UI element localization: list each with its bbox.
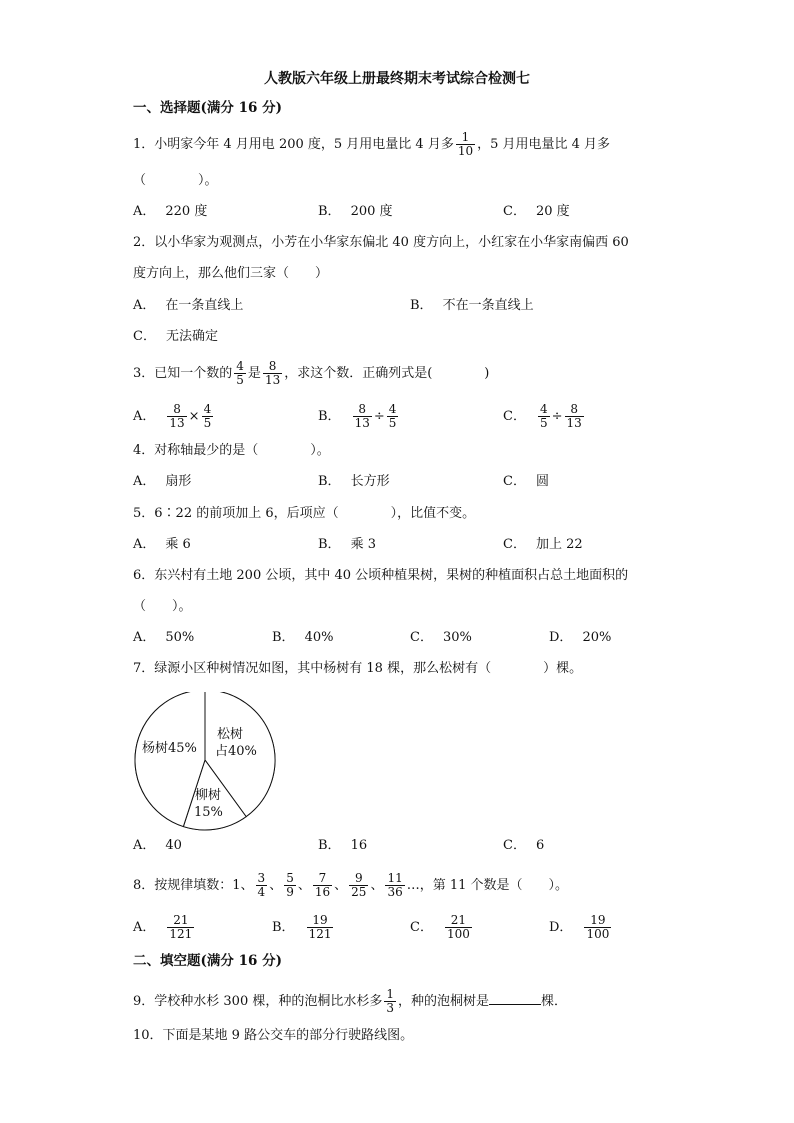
question-3: 3．已知一个数的 $\frac{4}{5}$ 是 $\frac{8}{13}$ ，求这个数．正确列式是( ) bbox=[133, 359, 490, 387]
q7-option-a[interactable]: A． 40 bbox=[133, 838, 182, 853]
sequence-fraction: $\frac{7}{16}$ bbox=[314, 871, 331, 899]
pie-slice-label: 柳树 bbox=[195, 788, 222, 803]
fraction: $\frac{4}{5}$ bbox=[388, 402, 397, 430]
q5-option-b[interactable]: B． 乘 3 bbox=[318, 537, 376, 552]
sequence-fraction: $\frac{3}{4}$ bbox=[257, 871, 266, 899]
fraction: $\frac{4}{5}$ bbox=[539, 402, 548, 430]
q2-option-b[interactable]: B． 不在一条直线上 bbox=[410, 298, 534, 313]
q7-option-c[interactable]: C． 6 bbox=[503, 838, 545, 853]
q2-option-a[interactable]: A． 在一条直线上 bbox=[133, 298, 244, 313]
q6-option-a[interactable]: A． 50% bbox=[133, 630, 195, 645]
question-5: 5．6∶22 的前项加上 6，后项应（ ），比值不变。 bbox=[133, 506, 476, 521]
q7-option-b[interactable]: B． 16 bbox=[318, 838, 368, 853]
pie-chart bbox=[131, 692, 281, 832]
sequence-fraction: $\frac{5}{9}$ bbox=[286, 871, 294, 899]
q8-option-a[interactable]: A． $\frac{21}{121}$ bbox=[133, 913, 193, 941]
q6-option-d[interactable]: D． 20% bbox=[549, 630, 612, 645]
pie-slice-label: 杨树45% bbox=[142, 741, 197, 756]
pie-slice-label: 占40% bbox=[215, 744, 257, 759]
q5-option-c[interactable]: C． 加上 22 bbox=[503, 537, 583, 552]
fraction: $\frac{21}{100}$ bbox=[446, 913, 470, 941]
q1-option-c[interactable]: C． 20 度 bbox=[503, 204, 570, 219]
q4-option-a[interactable]: A． 扇形 bbox=[133, 474, 192, 489]
sequence-fraction: $\frac{9}{25}$ bbox=[351, 871, 367, 899]
q8-option-c[interactable]: C． $\frac{21}{100}$ bbox=[410, 913, 470, 941]
question-4: 4．对称轴最少的是（ ）。 bbox=[133, 443, 330, 458]
section-heading-choice: 一、选择题(满分 16 分) bbox=[133, 100, 282, 116]
question-7: 7．绿源小区种树情况如图，其中杨树有 18 棵，那么松树有（ ）棵。 bbox=[133, 661, 583, 676]
q6-option-b[interactable]: B． 40% bbox=[272, 630, 334, 645]
question-6: 6．东兴村有土地 200 公顷，其中 40 公顷种植果树，果树的种植面积占总土地面积的 bbox=[133, 568, 629, 583]
question-6-cont: （ ）。 bbox=[133, 599, 192, 614]
fraction: $\frac{8}{13}$ bbox=[354, 402, 370, 430]
pie-slice-label: 15% bbox=[194, 805, 223, 820]
sequence-fraction: $\frac{11}{36}$ bbox=[387, 871, 403, 899]
pie-slice-label: 松树 bbox=[217, 727, 244, 742]
q5-option-a[interactable]: A． 乘 6 bbox=[133, 537, 191, 552]
question-10: 10．下面是某地 9 路公交车的部分行驶路线图。 bbox=[133, 1028, 414, 1043]
fraction: $\frac{8}{13}$ bbox=[169, 402, 185, 430]
fraction: $\frac{8}{13}$ bbox=[264, 359, 281, 387]
page-title: 人教版六年级上册最终期末考试综合检测七 bbox=[264, 71, 530, 87]
q3-option-b[interactable]: B． $\frac{8}{13}$ ÷ $\frac{4}{5}$ bbox=[318, 402, 397, 430]
q3-option-c[interactable]: C． $\frac{4}{5}$ ÷ $\frac{8}{13}$ bbox=[503, 402, 582, 430]
q1-option-b[interactable]: B． 200 度 bbox=[318, 204, 393, 219]
question-1-text: 1．小明家今年 4 月用电 200 度，5 月用电量比 4 月多 bbox=[133, 137, 454, 152]
fraction: $\frac{4}{5}$ bbox=[203, 402, 212, 430]
question-2: 2．以小华家为观测点，小芳在小华家东偏北 40 度方向上，小红家在小华家南偏西 60 bbox=[133, 235, 629, 250]
q6-option-c[interactable]: C． 30% bbox=[410, 630, 472, 645]
question-2-cont: 度方向上，那么他们三家（ ） bbox=[133, 266, 329, 281]
fraction: $\frac{4}{5}$ bbox=[236, 359, 244, 387]
q4-option-b[interactable]: B． 长方形 bbox=[318, 474, 390, 489]
fraction: $\frac{19}{100}$ bbox=[586, 913, 610, 941]
q2-option-c[interactable]: C． 无法确定 bbox=[133, 329, 218, 344]
fraction: $\frac{1}{3}$ bbox=[386, 987, 394, 1015]
fraction: $\frac{21}{121}$ bbox=[169, 913, 193, 941]
question-1 bbox=[133, 131, 610, 158]
q4-option-c[interactable]: C． 圆 bbox=[503, 474, 549, 489]
question-1-blank: （ ）。 bbox=[133, 173, 218, 188]
q8-option-b[interactable]: B． $\frac{19}{121}$ bbox=[272, 913, 332, 941]
fraction: $\frac{1}{10}$ bbox=[457, 130, 474, 158]
answer-blank[interactable] bbox=[489, 992, 541, 1005]
fraction: $\frac{8}{13}$ bbox=[566, 402, 582, 430]
q3-option-a[interactable]: A． $\frac{8}{13}$ × $\frac{4}{5}$ bbox=[133, 402, 212, 430]
q8-option-d[interactable]: D． $\frac{19}{100}$ bbox=[549, 913, 610, 941]
question-8: 8．按规律填数：1、 $\frac{3}{4}$ 、 $\frac{5}{9}$ 、 $\frac{7}{16}$ 、 $\frac{9}{25}$ 、 $\frac{11}{36}$ …，第 11 个数是（ ）。 bbox=[133, 871, 569, 899]
question-9: 9．学校种水杉 300 棵，种的泡桐比水杉多 $\frac{1}{3}$ ，种的泡桐树是 棵． bbox=[133, 987, 568, 1015]
q1-option-a[interactable]: A． 220 度 bbox=[133, 204, 208, 219]
question-1-text-end: ，5 月用电量比 4 月多 bbox=[477, 137, 611, 152]
section-heading-fill: 二、填空题(满分 16 分) bbox=[133, 953, 282, 969]
fraction: $\frac{19}{121}$ bbox=[308, 913, 332, 941]
